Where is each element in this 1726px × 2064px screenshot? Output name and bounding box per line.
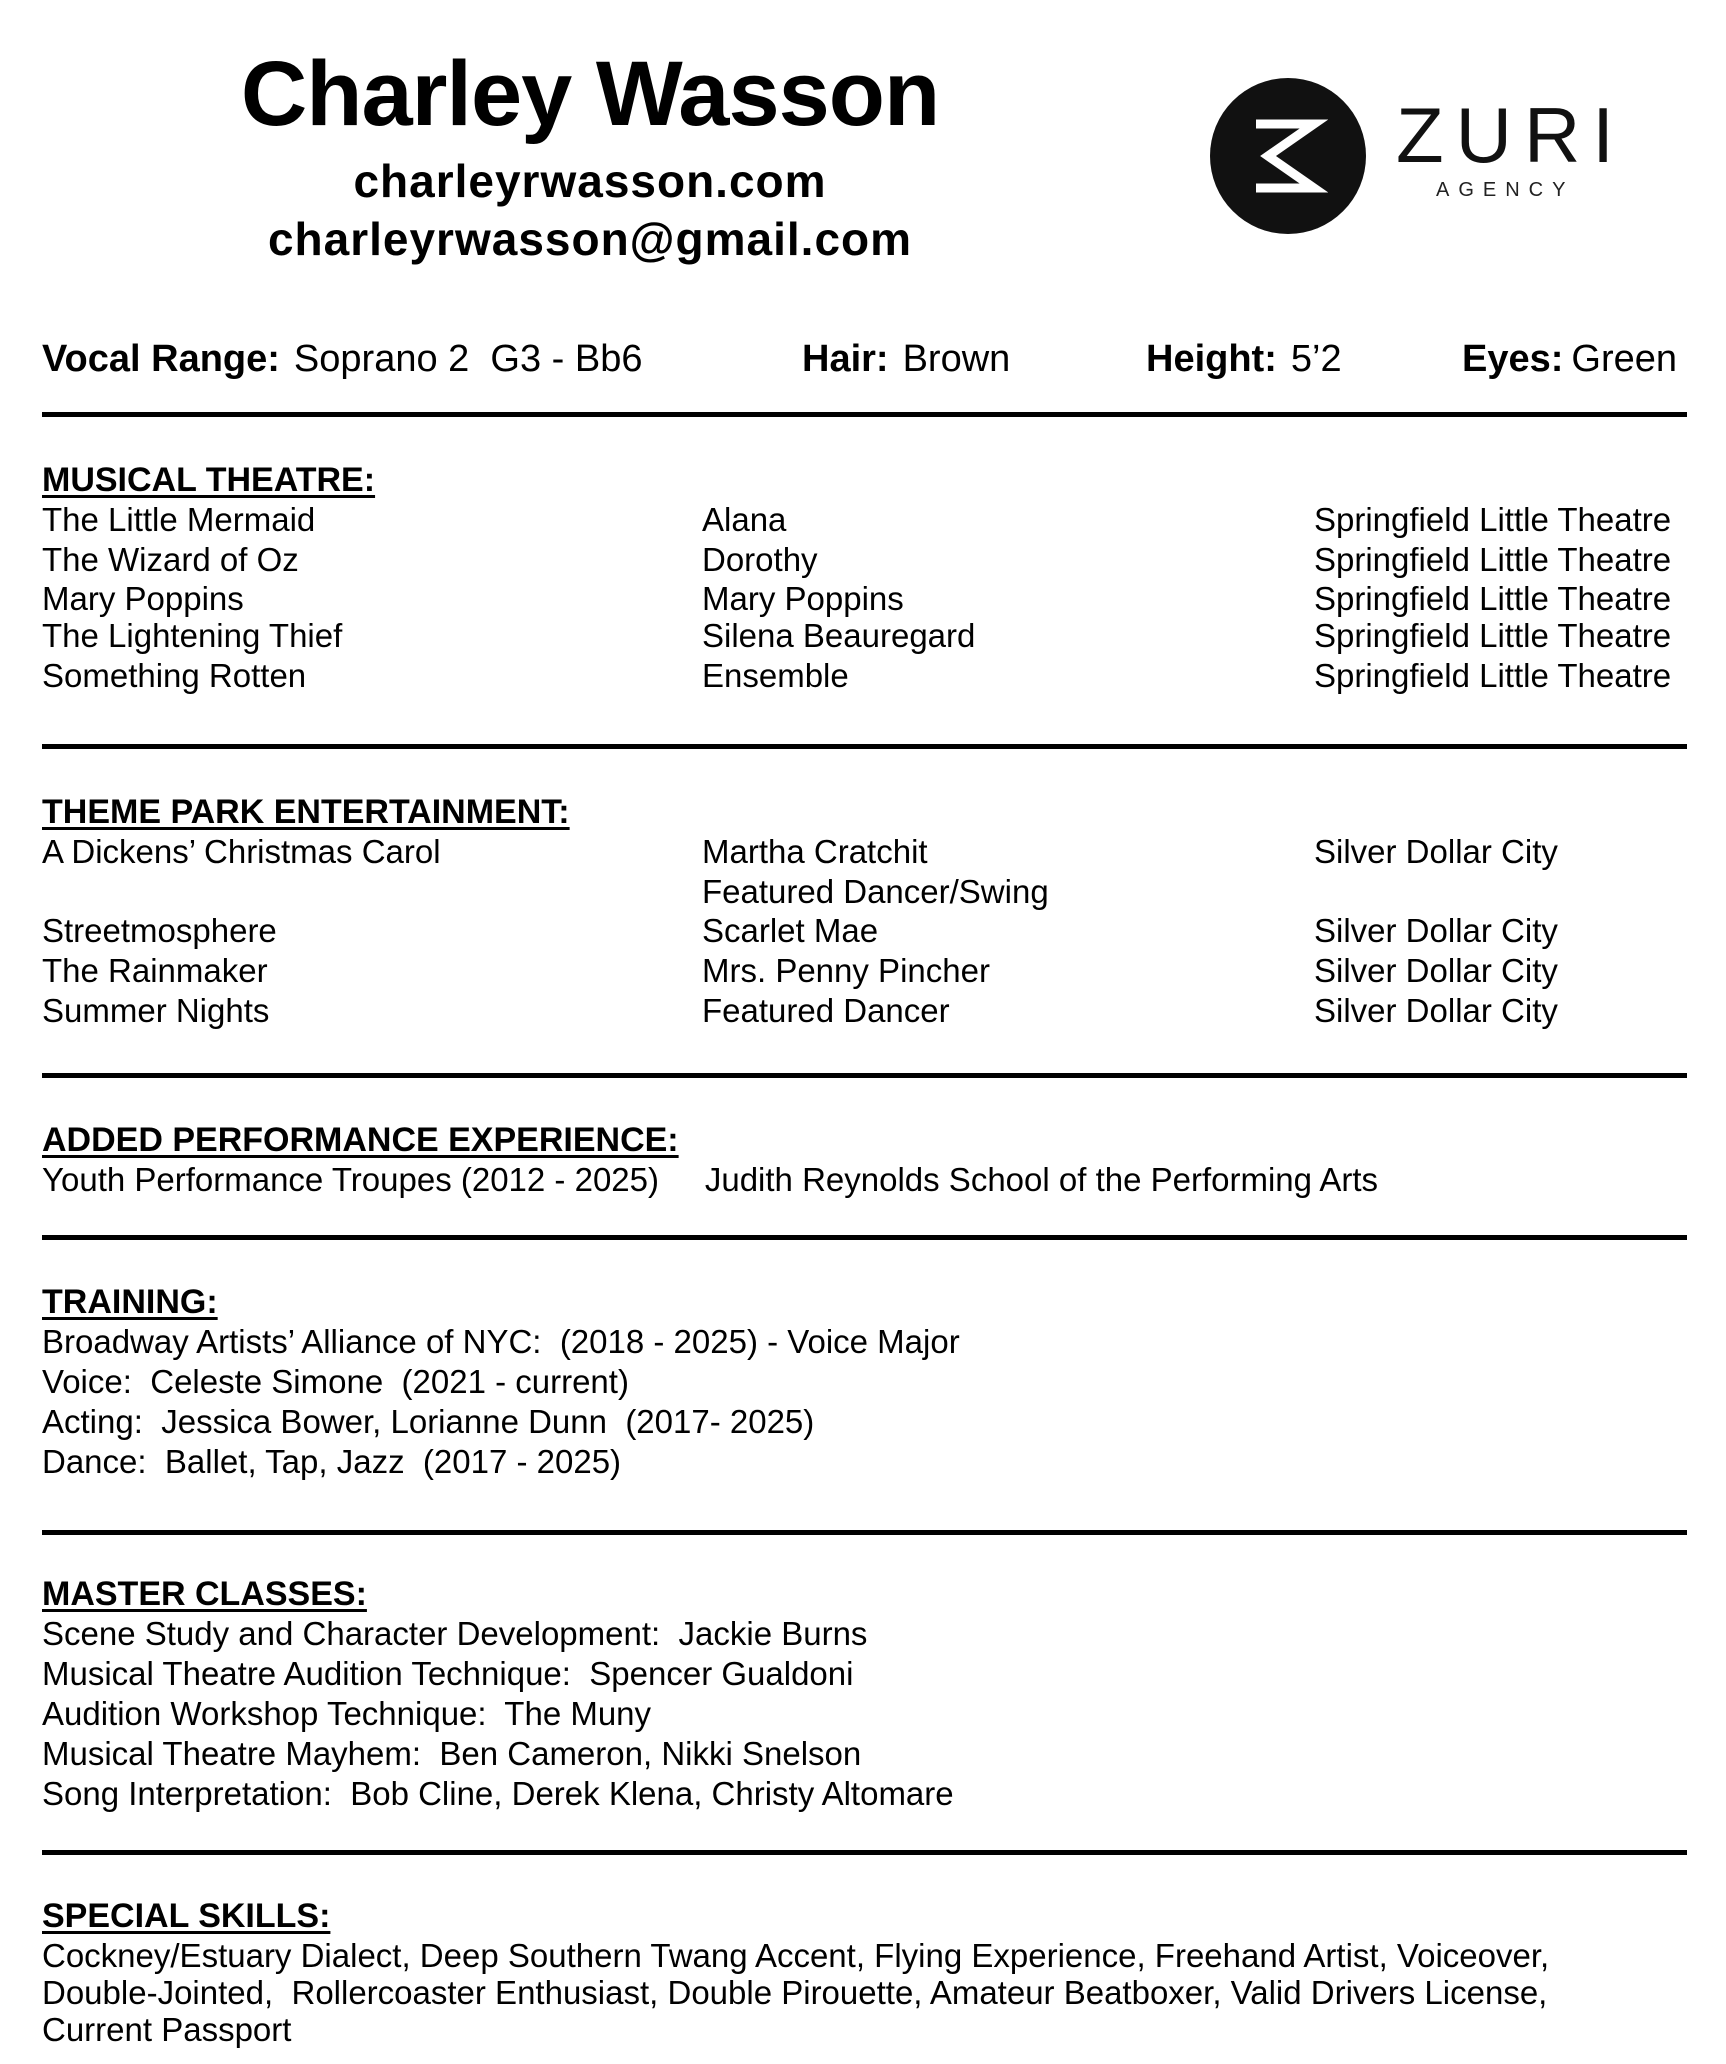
hair-label: Hair: (802, 338, 889, 380)
stats-row (42, 334, 1687, 384)
divider (42, 1073, 1687, 1078)
credit-row (42, 832, 1687, 872)
credit-venue: Silver Dollar City (1314, 992, 1558, 1029)
divider (42, 1235, 1687, 1240)
master-class-line: Musical Theatre Audition Technique: Spencer Gualdoni (42, 1655, 854, 1692)
credit-show: The Lightening Thief (42, 617, 343, 654)
credit-venue: Springfield Little Theatre (1314, 541, 1672, 578)
special-skills-line: Double-Jointed, Rollercoaster Enthusiast, Double Pirouette, Amateur Beatboxer, Valid Drivers License, (42, 1974, 1548, 2011)
credit-role: Featured Dancer (702, 992, 950, 1029)
credit-venue: Springfield Little Theatre (1314, 617, 1672, 654)
credit-role: Featured Dancer/Swing (702, 873, 1049, 910)
agency-logo-sub: AGENCY (1436, 179, 1575, 201)
credit-venue: Springfield Little Theatre (1314, 580, 1672, 617)
divider (42, 1850, 1687, 1855)
actor-name: Charley Wasson (240, 43, 940, 145)
master-class-line: Scene Study and Character Development: Jackie Burns (42, 1615, 868, 1652)
special-skills-line: Cockney/Estuary Dialect, Deep Southern Twang Accent, Flying Experience, Freehand Artist, Voiceover, (42, 1937, 1550, 1974)
credit-show: The Little Mermaid (42, 501, 316, 538)
hair (802, 334, 1010, 384)
credit-show: Summer Nights (42, 992, 270, 1029)
credit-show: Mary Poppins (42, 580, 244, 617)
eyes (1462, 334, 1677, 384)
credit-row (42, 991, 1687, 1031)
credit-row (42, 951, 1687, 991)
agency-logo-mark (1210, 78, 1366, 234)
section-title-theme-park: THEME PARK ENTERTAINMENT: (42, 793, 570, 831)
credit-role: Mrs. Penny Pincher (702, 952, 990, 989)
vocal-range (42, 334, 642, 384)
credit-venue: Springfield Little Theatre (1314, 501, 1672, 538)
added-experience-line: Youth Performance Troupes (2012 - 2025) Judith Reynolds School of the Performing Arts (42, 1161, 1379, 1198)
credit-role: Mary Poppins (702, 580, 904, 617)
special-skills-line: Current Passport (42, 2011, 292, 2048)
credit-role: Martha Cratchit (702, 833, 928, 870)
divider (42, 744, 1687, 749)
training-line: Broadway Artists’ Alliance of NYC: (2018 - 2025) - Voice Major (42, 1323, 960, 1360)
credit-row (42, 579, 1687, 619)
credit-show: The Wizard of Oz (42, 541, 299, 578)
divider (42, 412, 1687, 417)
credit-show: Something Rotten (42, 657, 307, 694)
agency-logo (1210, 78, 1650, 238)
vocal-range-label: Vocal Range: (42, 338, 280, 380)
credit-row (42, 500, 1687, 540)
section-title-special-skills: SPECIAL SKILLS: (42, 1897, 331, 1935)
training-line: Voice: Celeste Simone (2021 - current) (42, 1363, 629, 1400)
z-mark-icon (1248, 118, 1328, 194)
height-label: Height: (1146, 338, 1277, 380)
divider (42, 1530, 1687, 1535)
master-class-line: Song Interpretation: Bob Cline, Derek Klena, Christy Altomare (42, 1775, 954, 1812)
credit-role: Silena Beauregard (702, 617, 976, 654)
agency-logo-word: ZURI (1396, 91, 1626, 179)
section-title-training: TRAINING: (42, 1283, 218, 1321)
credit-venue: Silver Dollar City (1314, 912, 1558, 949)
section-title-musical-theatre: MUSICAL THEATRE: (42, 461, 376, 499)
hair-value: Brown (902, 338, 1011, 380)
vocal-range-value: Soprano 2 G3 - Bb6 (293, 338, 643, 380)
master-class-line: Audition Workshop Technique: The Muny (42, 1695, 652, 1732)
credit-show: Streetmosphere (42, 912, 277, 949)
section-title-master-classes: MASTER CLASSES: (42, 1575, 367, 1613)
credit-row (42, 616, 1687, 656)
eyes-label: Eyes: (1462, 338, 1564, 380)
credit-row (42, 540, 1687, 580)
credit-venue: Silver Dollar City (1314, 952, 1558, 989)
credit-role: Ensemble (702, 657, 849, 694)
credit-venue: Silver Dollar City (1314, 833, 1558, 870)
credit-role: Scarlet Mae (702, 912, 879, 949)
credit-role: Dorothy (702, 541, 818, 578)
training-line: Acting: Jessica Bower, Lorianne Dunn (2017- 2025) (42, 1403, 815, 1440)
website-link[interactable]: charleyrwasson.com (353, 155, 827, 207)
training-line: Dance: Ballet, Tap, Jazz (2017 - 2025) (42, 1443, 622, 1480)
email-link[interactable]: charleyrwasson@gmail.com (267, 213, 913, 265)
credit-show: The Rainmaker (42, 952, 268, 989)
height-value: 5’2 (1290, 338, 1342, 380)
credit-row (42, 911, 1687, 951)
credit-row (42, 872, 1687, 912)
master-class-line: Musical Theatre Mayhem: Ben Cameron, Nikki Snelson (42, 1735, 862, 1772)
credit-venue: Springfield Little Theatre (1314, 657, 1672, 694)
credit-row (42, 656, 1687, 696)
credit-role: Alana (702, 501, 787, 538)
eyes-value: Green (1571, 338, 1678, 380)
section-title-added-experience: ADDED PERFORMANCE EXPERIENCE: (42, 1121, 679, 1159)
credit-show: A Dickens’ Christmas Carol (42, 833, 441, 870)
height (1146, 334, 1342, 384)
